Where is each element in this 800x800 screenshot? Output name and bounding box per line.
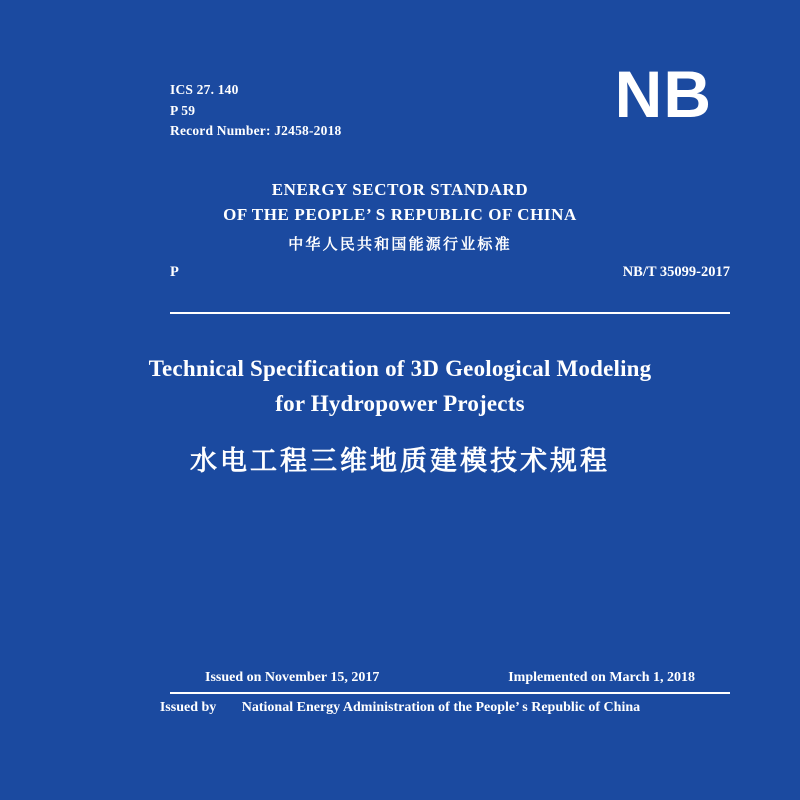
standard-code-row bbox=[170, 264, 730, 281]
standard-code: NB/T 35099-2017 bbox=[622, 264, 730, 280]
dates-row bbox=[170, 670, 730, 686]
title-english-line-2: for Hydropower Projects bbox=[275, 390, 525, 416]
title-chinese: 水电工程三维地质建模技术规程 bbox=[190, 446, 610, 477]
issuing-organization bbox=[45, 178, 755, 254]
implemented-on-date: Implemented on March 1, 2018 bbox=[508, 670, 695, 685]
issued-on-date: Issued on November 15, 2017 bbox=[205, 670, 380, 685]
issued-by-value: National Energy Administration of the People’ s Republic of China bbox=[241, 700, 641, 715]
ics-metadata bbox=[170, 80, 341, 142]
record-number: Record Number: J2458-2018 bbox=[170, 123, 342, 139]
issued-by-row bbox=[45, 700, 755, 716]
org-english-line-1: ENERGY SECTOR STANDARD bbox=[271, 180, 529, 199]
divider-bottom bbox=[170, 692, 730, 694]
title-english-line-1: Technical Specification of 3D Geological Modeling bbox=[148, 356, 652, 381]
cover-inner-field bbox=[45, 0, 755, 800]
org-chinese-line: 中华人民共和国能源行业标准 bbox=[288, 235, 512, 254]
ics-number: ICS 27. 140 bbox=[170, 82, 239, 97]
classification-code: P 59 bbox=[170, 102, 196, 118]
nb-logo: NB bbox=[614, 57, 712, 131]
org-english-line-2: OF THE PEOPLE’ S REPUBLIC OF CHINA bbox=[223, 204, 577, 224]
cover-header bbox=[170, 57, 730, 142]
standard-title bbox=[105, 352, 695, 478]
divider-top bbox=[170, 312, 730, 314]
category-letter: P bbox=[170, 264, 179, 280]
issued-by-label: Issued by bbox=[159, 700, 217, 715]
